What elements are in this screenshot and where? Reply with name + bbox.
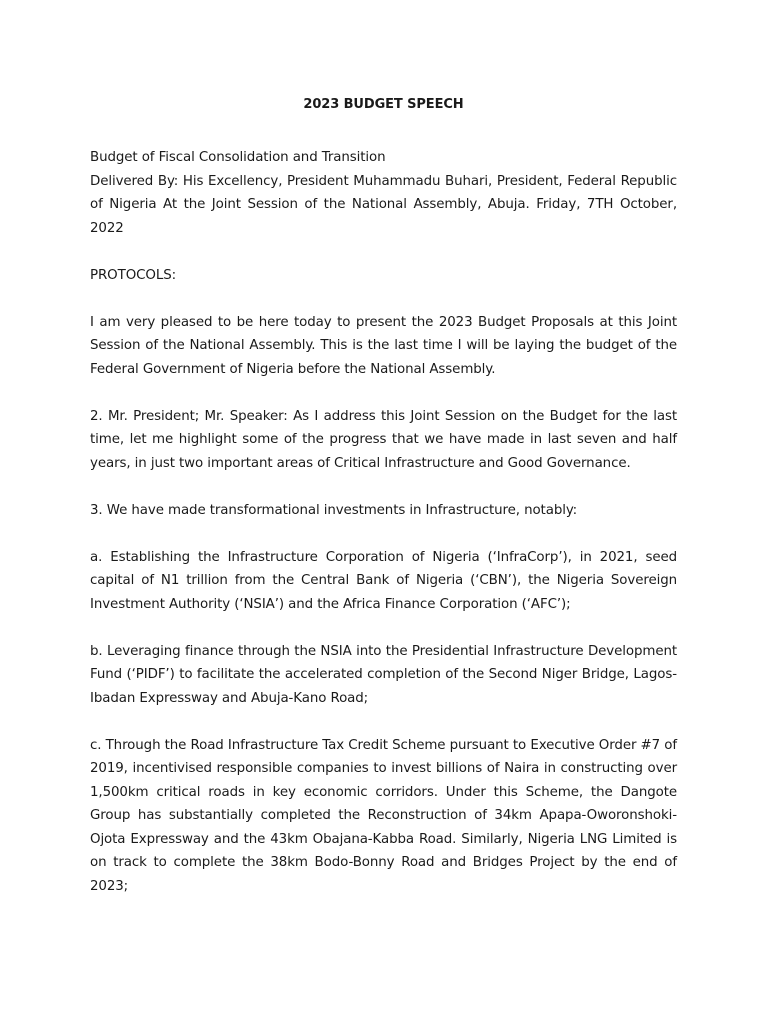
protocols-heading: PROTOCOLS: — [90, 267, 176, 283]
delivered-by: Delivered By: His Excellency, President Muhammadu Buhari, President, Federal Republic of Nigeria At the Joint Session of the National Assembly, Abuja. Friday, 7TH October, 2022 — [90, 173, 677, 236]
paragraph-2: 2. Mr. President; Mr. Speaker: As I address this Joint Session on the Budget for the last time, let me highlight some of the progress that we have made in last seven and half years, in just two important areas of Critical Infrastructure and Good Governance. — [90, 408, 677, 471]
paragraph-intro: I am very pleased to be here today to present the 2023 Budget Proposals at this Joint Session of the National Assembly. This is the last time I will be laying the budget of the Federal Government of Nigeria before the National Assembly. — [90, 314, 677, 377]
document-title: 2023 BUDGET SPEECH — [303, 97, 464, 112]
paragraph-3c: c. Through the Road Infrastructure Tax Credit Scheme pursuant to Executive Order #7 of 2019, incentivised responsible companies to invest billions of Naira in constructing over 1,500km critical roads in key economic corridors. Under this Scheme, the Dangote Group has substantially completed the Reconstruction of 34km Apapa-Oworonshoki-Ojota Expressway and the 43km Obajana-Kabba Road. Similarly, Nigeria LNG Limited is on track to complete the 38km Bodo-Bonny Road and Bridges Project by the end of 2023; — [90, 737, 677, 894]
document-page — [90, 96, 677, 922]
document-subtitle: Budget of Fiscal Consolidation and Transition — [90, 150, 386, 165]
paragraph-3a: a. Establishing the Infrastructure Corporation of Nigeria (‘InfraCorp’), in 2021, seed capital of N1 trillion from the Central Bank of Nigeria (‘CBN’), the Nigeria Sovereign Investment Authority (‘NSIA’) and the Africa Finance Corporation (‘AFC’); — [90, 549, 677, 612]
intro-block — [90, 146, 677, 240]
paragraph-3: 3. We have made transformational investments in Infrastructure, notably: — [90, 502, 578, 518]
paragraph-3b: b. Leveraging finance through the NSIA into the Presidential Infrastructure Development Fund (‘PIDF’) to facilitate the accelerated completion of the Second Niger Bridge, Lagos-Ibadan Expressway and Abuja-Kano Road; — [90, 643, 677, 706]
